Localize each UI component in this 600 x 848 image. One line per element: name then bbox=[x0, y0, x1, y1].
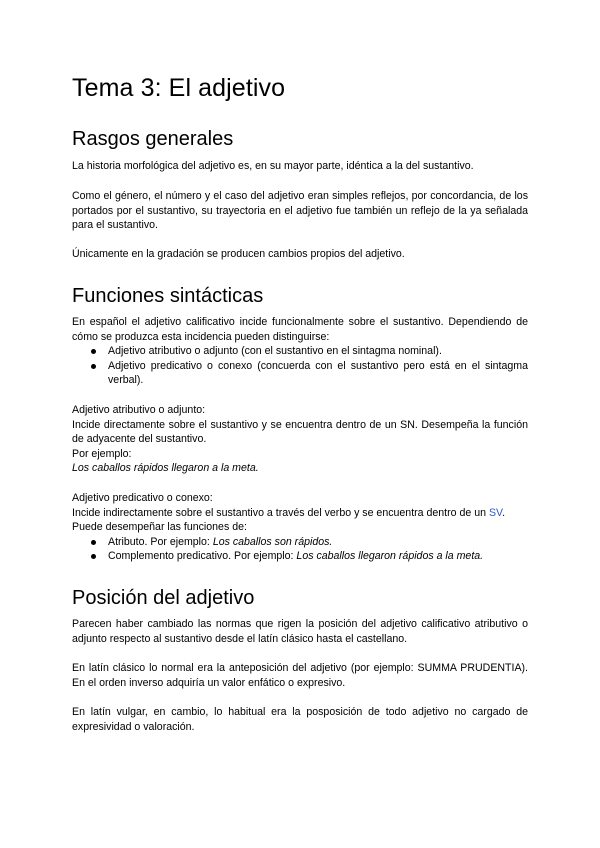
section-rasgos-body-2 bbox=[72, 189, 528, 233]
atributivo-label: Adjetivo atributivo o adjunto: bbox=[72, 404, 206, 416]
predicativo-text-main: Incide indirectamente sobre el sustantivo a través del verbo y se encuentra dentro de un bbox=[72, 506, 489, 519]
predicativo-text-2: Puede desempeñar las funciones de: bbox=[72, 521, 247, 534]
predicativo-text-end: . bbox=[502, 506, 506, 519]
paragraph: Parecen haber cambiado las normas que rigen la posición del adjetivo calificativo atributivo o adjunto respecto al sustantivo desde el latín clásico hasta el castellano. bbox=[72, 618, 528, 645]
paragraph: En latín clásico lo normal era la anteposición del adjetivo (por ejemplo: SUMMA PRUDENTIA). En el orden inverso adquiría un valor enfático o expresivo. bbox=[72, 662, 528, 689]
section-rasgos-body-3 bbox=[72, 247, 528, 262]
section-posicion-body-2 bbox=[72, 661, 528, 690]
list-item: Adjetivo predicativo o conexo (concuerda con el sustantivo pero está en el sintagma verbal). bbox=[108, 359, 528, 387]
example-label: Por ejemplo: bbox=[72, 447, 132, 460]
bullet-list bbox=[72, 535, 528, 564]
list-item bbox=[108, 549, 528, 564]
predicativo-block bbox=[72, 491, 528, 564]
atributivo-text: Incide directamente sobre el sustantivo y se encuentra dentro de un SN. Desempeña la función de adyacente del sustantivo. bbox=[72, 418, 528, 446]
list-item bbox=[108, 535, 528, 550]
atributivo-block bbox=[72, 403, 528, 476]
section-heading-rasgos: Rasgos generales bbox=[72, 128, 234, 150]
bullet-lead: Complemento predicativo. Por ejemplo: bbox=[108, 550, 297, 563]
predicativo-text bbox=[72, 506, 528, 521]
paragraph: Como el género, el número y el caso del adjetivo eran simples reflejos, por concordancia, de los portados por el sustantivo, su trayectoria en el adjetivo fue también un reflejo de la ya señalada para el sustantivo. bbox=[72, 190, 528, 232]
predicativo-label: Adjetivo predicativo o conexo: bbox=[72, 492, 213, 504]
section-posicion-body bbox=[72, 617, 528, 646]
paragraph: Únicamente en la gradación se producen cambios propios del adjetivo. bbox=[72, 248, 405, 260]
paragraph: En español el adjetivo calificativo incide funcionalmente sobre el sustantivo. Dependiendo de cómo se produzca esta incidencia pueden distinguirse: bbox=[72, 316, 528, 343]
section-rasgos-body bbox=[72, 159, 528, 174]
section-heading-posicion: Posición del adjetivo bbox=[72, 587, 255, 609]
example-sentence: Los caballos son rápidos. bbox=[212, 535, 333, 548]
example-sentence: Los caballos rápidos llegaron a la meta. bbox=[72, 462, 259, 475]
sv-link[interactable]: SV bbox=[488, 506, 503, 519]
page-title: Tema 3: El adjetivo bbox=[72, 74, 286, 102]
section-heading-funciones: Funciones sintácticas bbox=[72, 285, 264, 307]
bullet-lead: Atributo. Por ejemplo: bbox=[108, 535, 213, 548]
list-item: Adjetivo atributivo o adjunto (con el sustantivo en el sintagma nominal). bbox=[108, 344, 528, 359]
bullet-list bbox=[72, 344, 528, 388]
example-sentence: Los caballos llegaron rápidos a la meta. bbox=[296, 550, 484, 563]
section-posicion-body-3 bbox=[72, 705, 528, 734]
paragraph: La historia morfológica del adjetivo es, en su mayor parte, idéntica a la del sustantivo. bbox=[72, 160, 474, 172]
paragraph: En latín vulgar, en cambio, lo habitual era la posposición de todo adjetivo no cargado de expresividad o valoración. bbox=[72, 706, 528, 733]
section-funciones-intro bbox=[72, 315, 528, 388]
